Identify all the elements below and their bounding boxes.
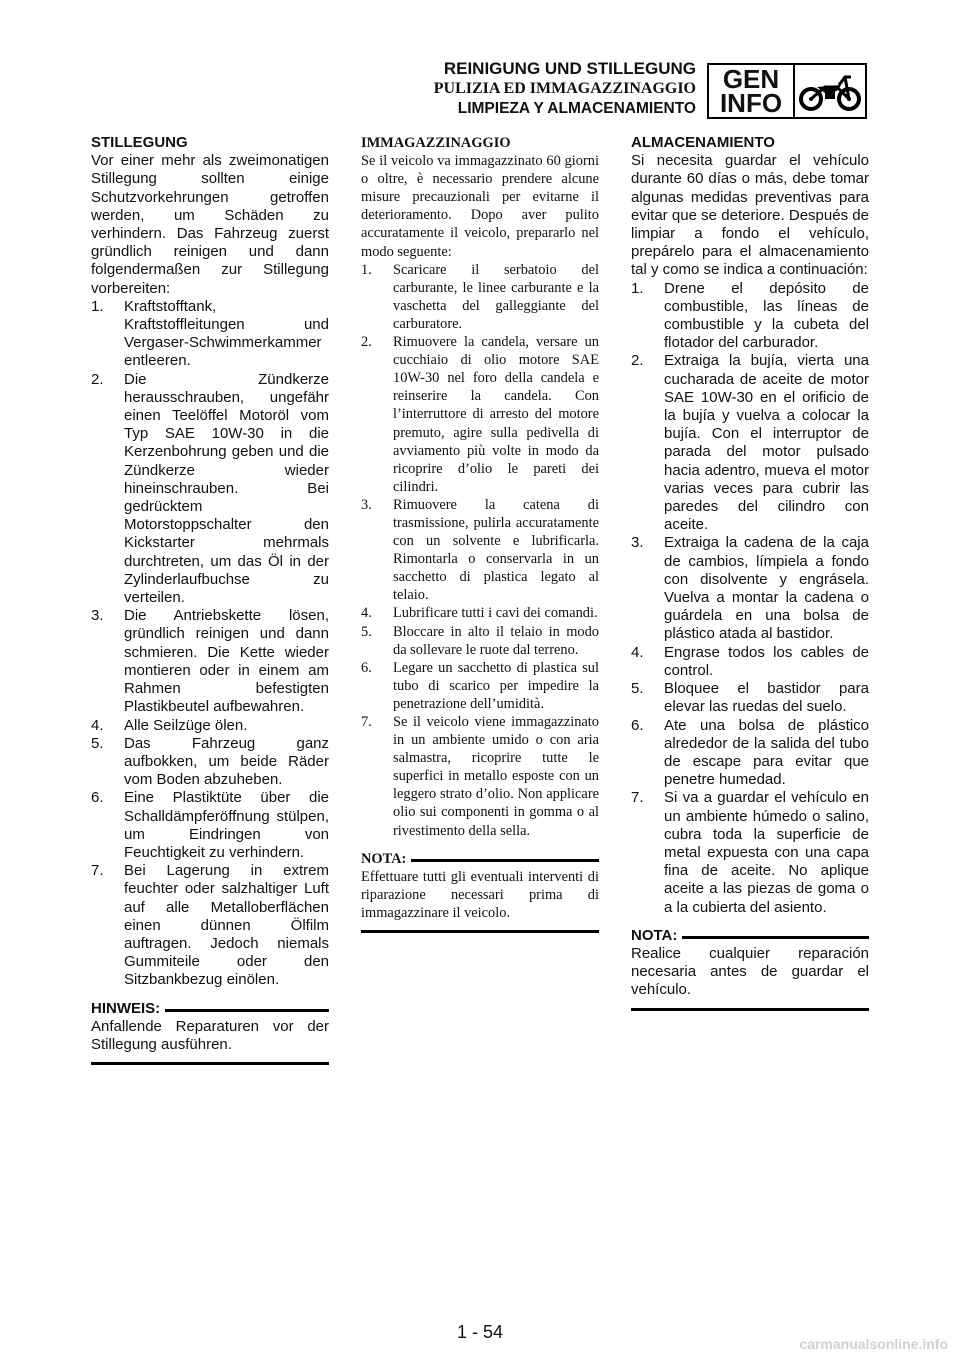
header-title-german: REINIGUNG UND STILLEGUNG	[443, 59, 696, 78]
step-number: 3.	[91, 607, 104, 625]
list-item	[91, 789, 329, 862]
german-note-header	[91, 1000, 329, 1018]
list-item	[631, 644, 869, 680]
page-number: 1 - 54	[456, 1322, 504, 1342]
header-title-spanish: LIMPIEZA Y ALMACENAMIENTO	[457, 100, 696, 117]
step-number: 2.	[631, 352, 644, 370]
step-text: Drene el depósito de combustible, las líneas de combustible y la cubeta del flotador del carburador.	[664, 279, 869, 352]
step-text: Engrase todos los cables de control.	[664, 643, 869, 679]
step-number: 7.	[91, 862, 104, 880]
list-item	[91, 298, 329, 371]
step-text: Legare un sacchetto di plastica sul tubo di scarico per impedire la penetrazione dell’umidità.	[393, 659, 599, 712]
header-title-italian: PULIZIA ED IMMAGAZZINAGGIO	[433, 80, 696, 97]
german-column	[91, 134, 329, 1065]
list-item	[361, 496, 599, 605]
german-note-label: HINWEIS:	[91, 999, 161, 1017]
german-note-text: Anfallende Reparaturen vor der Stillegung ausführen.	[91, 1017, 329, 1053]
list-item	[361, 604, 599, 622]
list-item	[91, 735, 329, 790]
spanish-note-header	[631, 927, 869, 945]
gen-info-label	[709, 65, 795, 117]
step-text: Se il veicolo viene immagazzinato in un ambiente umido o con aria salmastra, ricoprire tutte le superfici in metallo esposte con un leggero strato d’olio. Non applicare olio sui componenti in gomma o al rivestimento della sella.	[393, 714, 599, 839]
note-rule	[682, 936, 869, 939]
step-text: Kraftstofftank, Kraftstoffleitungen und Vergaser-Schwimmerkammer entleeren.	[124, 297, 329, 370]
german-intro: Vor einer mehr als zweimonatigen Stillegung sollten einige Schutzvorkehrungen getroffen werden, um Schäden zu verhindern. Das Fahrzeug zuerst gründlich reinigen und dann folgendermaßen zur Stillegung vorbereiten:	[91, 152, 329, 297]
step-text: Rimuovere la candela, versare un cucchiaio di olio motore SAE 10W-30 nel foro della candela e reinserire la candela. Con l’interruttore di arresto del motore premuto, agire sulla pedivella di avviamento più volte in modo da ricoprire d’olio le pareti dei cilindri.	[393, 334, 599, 495]
note-rule	[411, 859, 599, 862]
step-text: Eine Plastiktüte über die Schalldämpferöffnung stülpen, um Eindringen von Feuchtigkeit zu verhindern.	[124, 789, 329, 861]
step-number: 6.	[361, 659, 372, 676]
list-item	[91, 371, 329, 608]
note-end-rule	[631, 1008, 869, 1011]
spanish-heading: ALMACENAMIENTO	[631, 134, 775, 151]
note-rule	[165, 1009, 329, 1012]
step-text: Bloccare in alto il telaio in modo da sollevare le ruote dal terreno.	[393, 623, 599, 658]
step-text: Bloquee el bastidor para elevar las ruedas del suelo.	[664, 680, 869, 716]
step-text: Lubrificare tutti i cavi dei comandi.	[393, 605, 598, 622]
step-text: Extraiga la cadena de la caja de cambios, límpiela a fondo con disolvente y engrásela. Vuelva a montar la cadena o guárdela en una bolsa de plástico atada al bastidor.	[664, 534, 869, 643]
step-text: Das Fahrzeug ganz aufbokken, um beide Räder vom Boden abzuheben.	[124, 734, 329, 789]
list-item	[91, 717, 329, 735]
step-number: 5.	[91, 734, 104, 752]
step-number: 6.	[91, 789, 104, 807]
step-text: Die Zündkerze herausschrauben, ungefähr einen Teelöffel Motoröl vom Typ SAE 10W-30 in die Kerzenbohrung geben und die Zündkerze wieder hineinschrauben. Bei gedrücktem Motorstoppschalter den Kickstarter mehrmals durchtreten, um das Öl in der Zylinderlaufbuchse zu verteilen.	[124, 370, 329, 607]
step-number: 4.	[631, 643, 644, 661]
step-text: Alle Seilzüge ölen.	[124, 716, 248, 734]
list-item	[361, 333, 599, 496]
list-item	[361, 659, 599, 713]
step-number: 3.	[631, 534, 644, 552]
step-number: 4.	[361, 605, 372, 622]
note-end-rule	[361, 930, 599, 933]
step-number: 2.	[361, 334, 372, 351]
watermark: carmanualsonline.info	[799, 1336, 948, 1352]
step-number: 3.	[361, 496, 372, 513]
note-end-rule	[91, 1062, 329, 1065]
list-item	[631, 352, 869, 534]
list-item	[631, 717, 869, 790]
step-number: 5.	[631, 680, 644, 698]
step-number: 4.	[91, 716, 104, 734]
list-item	[361, 713, 599, 840]
step-number: 7.	[631, 789, 644, 807]
german-steps	[91, 298, 329, 990]
list-item	[631, 680, 869, 716]
spanish-column	[631, 134, 869, 1011]
list-item	[91, 862, 329, 989]
list-item	[631, 280, 869, 353]
spanish-steps	[631, 280, 869, 917]
italian-note-text: Effettuare tutti gli eventuali interventi di riparazione necessari prima di immagazzinare il veicolo.	[361, 868, 599, 921]
step-number: 5.	[361, 623, 372, 640]
step-number: 7.	[361, 714, 372, 730]
step-number: 2.	[91, 370, 104, 388]
list-item	[361, 623, 599, 659]
italian-intro: Se il veicolo va immagazzinato 60 giorni o oltre, è necessario prendere alcune misure precauzionali per evitarne il deterioramento. Dopo aver pulito accuratamente il veicolo, prepararlo nel modo seguente:	[361, 153, 599, 260]
step-text: Rimuovere la catena di trasmissione, pulirla accuratamente con un solvente e lubrificarla. Rimontarla o conservarla in un sacchetto di plastica legato al telaio.	[393, 496, 599, 604]
gen-info-badge	[707, 63, 867, 119]
spanish-note-label: NOTA:	[631, 926, 678, 944]
italian-note-header	[361, 850, 599, 868]
spanish-intro: Si necesita guardar el vehículo durante 60 días o más, debe tomar algunas medidas preventivas para evitar que se deteriore. Después de limpiar a fondo el vehículo, prepárelo para el almacenamiento tal y como se indica a continuación:	[631, 152, 869, 279]
badge-line-info: INFO	[719, 88, 783, 118]
step-text: Die Antriebskette lösen, gründlich reinigen und dann schmieren. Die Kette wieder montieren oder in einem am Rahmen befestigten Plastikbeutel aufbewahren.	[124, 607, 329, 716]
step-text: Ate una bolsa de plástico alrededor de la salida del tubo de escape para evitar que penetre humedad.	[664, 716, 869, 789]
list-item	[631, 534, 869, 643]
step-number: 1.	[631, 279, 644, 297]
italian-note-label: NOTA:	[361, 850, 407, 867]
badge-line-gen: GEN	[722, 64, 780, 94]
motorcycle-icon	[795, 65, 865, 117]
step-text: Si va a guardar el vehículo en un ambiente húmedo o salino, cubra toda la superficie de metal expuesta con una capa fina de aceite. No aplique aceite a las piezas de goma o a la cubierta del asiento.	[664, 789, 869, 916]
spanish-note-text: Realice cualquier reparación necesaria antes de guardar el vehículo.	[631, 944, 869, 999]
list-item	[91, 607, 329, 716]
german-heading: STILLEGUNG	[91, 134, 188, 151]
step-text: Extraiga la bujía, vierta una cucharada de aceite de motor SAE 10W-30 en el orificio de la bujía y vuelva a colocar la bujía. Con el interruptor de parada del motor pulsado hacia adentro, mueva el motor varias veces para cubrir las paredes del cilindro con aceite.	[664, 352, 869, 534]
list-item	[361, 261, 599, 333]
step-number: 1.	[361, 261, 372, 278]
list-item	[631, 789, 869, 916]
italian-column	[361, 134, 599, 933]
step-text: Scaricare il serbatoio del carburante, le linee carburante e la vaschetta del galleggiante del carburatore.	[393, 261, 599, 332]
italian-heading: IMMAGAZZINAGGIO	[361, 135, 511, 151]
italian-steps	[361, 261, 599, 840]
section-header	[434, 58, 696, 119]
step-number: 6.	[631, 716, 644, 734]
step-text: Bei Lagerung in extrem feuchter oder salzhaltiger Luft auf alle Metalloberflächen einen dünnen Ölfilm auftragen. Jedoch niemals Gummiteile oder den Sitzbankbezug einölen.	[124, 862, 329, 989]
step-number: 1.	[91, 297, 104, 315]
